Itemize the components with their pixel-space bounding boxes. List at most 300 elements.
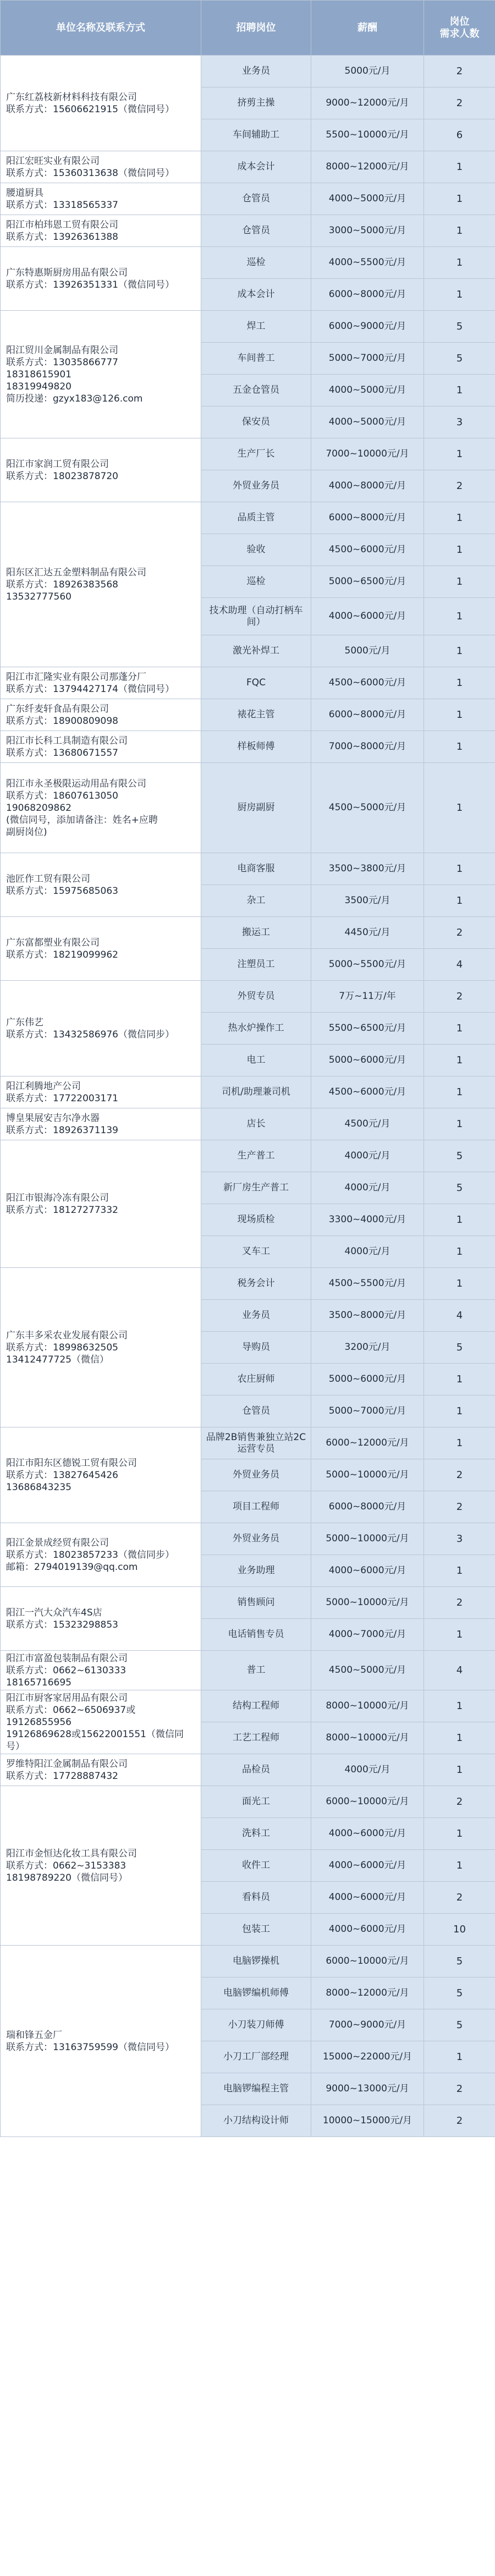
count-cell: 1 — [424, 885, 495, 917]
company-name: 阳江市厨客家居用品有限公司 — [6, 1692, 128, 1704]
count-cell: 1 — [424, 1850, 495, 1882]
count-cell: 2 — [424, 981, 495, 1013]
position-cell: 看料员 — [201, 1882, 311, 1914]
job-row — [1, 1427, 495, 1459]
job-row — [1, 1108, 495, 1140]
salary-cell: 3200元/月 — [311, 1332, 424, 1364]
company-name: 阳江市富盈包装制品有限公司 — [6, 1652, 128, 1664]
company-cell — [1, 1754, 201, 1786]
company-contact: 联系方式：13926351331（微信同号） — [6, 279, 174, 290]
job-row — [1, 247, 495, 279]
company-cell — [1, 1690, 201, 1754]
job-row — [1, 56, 495, 87]
company-name: 广东丰多采农业发展有限公司 — [6, 1330, 128, 1341]
company-name: 阳江市柏玮恩工贸有限公司 — [6, 219, 118, 230]
count-cell: 1 — [424, 1268, 495, 1300]
company-contact: 联系方式：13163759599（微信同号） — [6, 2041, 174, 2053]
salary-cell: 8000~10000元/月 — [311, 1690, 424, 1722]
count-cell: 2 — [424, 1459, 495, 1491]
salary-cell: 4500元/月 — [311, 1108, 424, 1140]
company-cell — [1, 1523, 201, 1587]
salary-cell: 5000~7000元/月 — [311, 1396, 424, 1427]
count-cell: 1 — [424, 1364, 495, 1396]
job-row — [1, 183, 495, 215]
position-cell: 裱花主管 — [201, 699, 311, 731]
position-cell: 仓管员 — [201, 215, 311, 247]
company-cell — [1, 1076, 201, 1108]
company-cell — [1, 1268, 201, 1427]
salary-cell: 4000~6000元/月 — [311, 598, 424, 635]
position-cell: 品质主管 — [201, 502, 311, 534]
company-name: 广东红荔枝新材料科技有限公司 — [6, 91, 137, 103]
job-row — [1, 1523, 495, 1555]
salary-cell: 4500~6000元/月 — [311, 667, 424, 699]
salary-cell: 6000~8000元/月 — [311, 1491, 424, 1523]
company-contact: 联系方式：18900809098 — [6, 715, 118, 727]
salary-cell: 4500~6000元/月 — [311, 534, 424, 566]
company-cell — [1, 731, 201, 763]
company-name: 阳江市阳东区德锐工贸有限公司 — [6, 1457, 137, 1469]
company-name: 阳江贸川金属制品有限公司 — [6, 344, 118, 356]
company-contact: 联系方式：18023857233（微信同步） — [6, 1549, 174, 1561]
count-cell: 1 — [424, 1396, 495, 1427]
salary-cell: 5000~7000元/月 — [311, 343, 424, 375]
header-salary: 薪酬 — [311, 1, 424, 56]
position-cell: 厨房副厨 — [201, 763, 311, 853]
position-cell: 搬运工 — [201, 917, 311, 949]
position-cell: 五金仓管员 — [201, 375, 311, 407]
position-cell: 电商客服 — [201, 853, 311, 885]
salary-cell: 3500~3800元/月 — [311, 853, 424, 885]
company-contact: 联系方式：17722003171 — [6, 1092, 118, 1104]
position-cell: 外贸业务员 — [201, 470, 311, 502]
company-name: 池匠作工贸有限公司 — [6, 873, 90, 885]
count-cell: 1 — [424, 1045, 495, 1076]
count-cell: 5 — [424, 1140, 495, 1172]
job-row — [1, 731, 495, 763]
company-contact: 13412477725（微信） — [6, 1354, 109, 1365]
position-cell: 业务员 — [201, 56, 311, 87]
company-cell — [1, 853, 201, 917]
company-cell — [1, 1786, 201, 1946]
position-cell: 叉车工 — [201, 1236, 311, 1268]
count-cell: 2 — [424, 2105, 495, 2137]
company-contact: 联系方式：13926361388 — [6, 231, 118, 243]
salary-cell: 4000~6000元/月 — [311, 1850, 424, 1882]
company-contact: 联系方式：15360313638（微信同号） — [6, 167, 174, 179]
count-cell: 2 — [424, 1786, 495, 1818]
position-cell: 仓管员 — [201, 183, 311, 215]
position-cell: 巡检 — [201, 566, 311, 598]
company-cell — [1, 247, 201, 311]
company-contact: 18319949820 — [6, 381, 72, 392]
count-cell: 1 — [424, 1818, 495, 1850]
position-cell: 小刀工厂部经理 — [201, 2041, 311, 2073]
salary-cell: 6000~8000元/月 — [311, 279, 424, 311]
count-cell: 1 — [424, 667, 495, 699]
company-contact: 联系方式：0662~6130333 — [6, 1665, 127, 1676]
count-cell: 1 — [424, 598, 495, 635]
salary-cell: 6000~9000元/月 — [311, 311, 424, 343]
count-cell: 5 — [424, 2009, 495, 2041]
position-cell: 工艺工程师 — [201, 1722, 311, 1754]
position-cell: 小刀结构设计师 — [201, 2105, 311, 2137]
position-cell: 巡检 — [201, 247, 311, 279]
position-cell: 收件工 — [201, 1850, 311, 1882]
company-contact: 联系方式：18998632505 — [6, 1342, 118, 1353]
count-cell: 1 — [424, 151, 495, 183]
salary-cell: 5500~10000元/月 — [311, 119, 424, 151]
job-row — [1, 981, 495, 1013]
job-row — [1, 1268, 495, 1300]
company-contact: 联系方式：18219099962 — [6, 949, 118, 960]
company-contact: 联系方式：15323298853 — [6, 1619, 118, 1630]
company-contact: 18318615901 — [6, 369, 72, 380]
count-cell: 4 — [424, 1651, 495, 1690]
company-cell — [1, 667, 201, 699]
company-contact: 联系方式：0662~3153383 — [6, 1860, 127, 1871]
position-cell: 成本会计 — [201, 279, 311, 311]
position-cell: 外贸业务员 — [201, 1459, 311, 1491]
company-name: 阳江市永圣极限运动用品有限公司 — [6, 778, 146, 789]
company-contact: 联系方式：15975685063 — [6, 885, 118, 897]
job-row — [1, 502, 495, 534]
job-row — [1, 1076, 495, 1108]
salary-cell: 5000~10000元/月 — [311, 1523, 424, 1555]
company-name: 阳江市金恒达化妆工具有限公司 — [6, 1848, 137, 1859]
company-cell — [1, 438, 201, 502]
count-cell: 1 — [424, 1690, 495, 1722]
position-cell: 导购员 — [201, 1332, 311, 1364]
position-cell: 小刀装刀师傅 — [201, 2009, 311, 2041]
salary-cell: 5000~10000元/月 — [311, 1587, 424, 1619]
position-cell: 普工 — [201, 1651, 311, 1690]
company-name: 阳江宏旺实业有限公司 — [6, 155, 100, 167]
salary-cell: 4450元/月 — [311, 917, 424, 949]
salary-cell: 5000~6500元/月 — [311, 566, 424, 598]
count-cell: 1 — [424, 183, 495, 215]
job-row — [1, 151, 495, 183]
salary-cell: 4500~5000元/月 — [311, 763, 424, 853]
salary-cell: 9000~13000元/月 — [311, 2073, 424, 2105]
count-cell: 3 — [424, 1523, 495, 1555]
position-cell: 激光补焊工 — [201, 635, 311, 667]
job-row — [1, 1754, 495, 1786]
salary-cell: 5000~6000元/月 — [311, 1045, 424, 1076]
job-row — [1, 1651, 495, 1690]
count-cell: 1 — [424, 1108, 495, 1140]
count-cell: 1 — [424, 566, 495, 598]
salary-cell: 7000~9000元/月 — [311, 2009, 424, 2041]
salary-cell: 4500~5000元/月 — [311, 1651, 424, 1690]
count-cell: 1 — [424, 502, 495, 534]
salary-cell: 6000~8000元/月 — [311, 699, 424, 731]
company-cell — [1, 1587, 201, 1651]
position-cell: 现场质检 — [201, 1204, 311, 1236]
salary-cell: 4000元/月 — [311, 1754, 424, 1786]
company-name: 瑞和锋五金厂 — [6, 2029, 62, 2041]
salary-cell: 4000~8000元/月 — [311, 470, 424, 502]
count-cell: 1 — [424, 1236, 495, 1268]
count-cell: 1 — [424, 1555, 495, 1587]
position-cell: 热水炉操作工 — [201, 1013, 311, 1045]
salary-cell: 8000~12000元/月 — [311, 1978, 424, 2009]
position-cell: 电脑锣编机师傅 — [201, 1978, 311, 2009]
count-cell: 2 — [424, 917, 495, 949]
salary-cell: 8000~10000元/月 — [311, 1722, 424, 1754]
company-name: 阳东区汇达五金塑料制品有限公司 — [6, 567, 146, 578]
company-name: 阳江市长科工具制造有限公司 — [6, 735, 128, 746]
position-cell: 包装工 — [201, 1914, 311, 1946]
salary-cell: 6000~10000元/月 — [311, 1946, 424, 1978]
salary-cell: 4000~6000元/月 — [311, 1882, 424, 1914]
position-cell: 电工 — [201, 1045, 311, 1076]
salary-cell: 4000~5500元/月 — [311, 247, 424, 279]
count-cell: 1 — [424, 438, 495, 470]
salary-cell: 3000~5000元/月 — [311, 215, 424, 247]
company-contact: 联系方式：17728887432 — [6, 1770, 118, 1782]
salary-cell: 5000~10000元/月 — [311, 1459, 424, 1491]
count-cell: 1 — [424, 247, 495, 279]
count-cell: 1 — [424, 1619, 495, 1651]
job-row — [1, 1690, 495, 1722]
count-cell: 2 — [424, 56, 495, 87]
salary-cell: 4000~6000元/月 — [311, 1555, 424, 1587]
position-cell: 结构工程师 — [201, 1690, 311, 1722]
company-name: 博皇果展安吉尔净水器 — [6, 1112, 100, 1124]
position-cell: 生产厂长 — [201, 438, 311, 470]
salary-cell: 4000元/月 — [311, 1172, 424, 1204]
company-contact: 联系方式：18926371139 — [6, 1124, 118, 1136]
count-cell: 1 — [424, 1013, 495, 1045]
header-position: 招聘岗位 — [201, 1, 311, 56]
company-contact: 19068209862 — [6, 802, 72, 814]
count-cell: 1 — [424, 763, 495, 853]
salary-cell: 10000~15000元/月 — [311, 2105, 424, 2137]
count-cell: 1 — [424, 731, 495, 763]
salary-cell: 9000~12000元/月 — [311, 87, 424, 119]
position-cell: 生产普工 — [201, 1140, 311, 1172]
salary-cell: 7000~10000元/月 — [311, 438, 424, 470]
position-cell: 电脑锣操机 — [201, 1946, 311, 1978]
company-cell — [1, 1140, 201, 1268]
count-cell: 10 — [424, 1914, 495, 1946]
position-cell: 成本会计 — [201, 151, 311, 183]
position-cell: 司机/助理兼司机 — [201, 1076, 311, 1108]
company-name: 罗维特阳江金属制品有限公司 — [6, 1758, 128, 1770]
count-cell: 5 — [424, 311, 495, 343]
salary-cell: 15000~22000元/月 — [311, 2041, 424, 2073]
salary-cell: 5000元/月 — [311, 635, 424, 667]
salary-cell: 3500元/月 — [311, 885, 424, 917]
position-cell: 外贸业务员 — [201, 1523, 311, 1555]
salary-cell: 4000~5000元/月 — [311, 375, 424, 407]
count-cell: 1 — [424, 534, 495, 566]
salary-cell: 7000~8000元/月 — [311, 731, 424, 763]
salary-cell: 4000~5000元/月 — [311, 407, 424, 438]
company-contact: 联系方式：18127277332 — [6, 1204, 118, 1216]
position-cell: FQC — [201, 667, 311, 699]
job-row — [1, 699, 495, 731]
count-cell: 4 — [424, 1300, 495, 1332]
salary-cell: 3300~4000元/月 — [311, 1204, 424, 1236]
position-cell: 品检员 — [201, 1754, 311, 1786]
header-count: 岗位 需求人数 — [424, 1, 495, 56]
job-table-body — [1, 56, 495, 2137]
count-cell: 5 — [424, 1332, 495, 1364]
position-cell: 挤剪主操 — [201, 87, 311, 119]
count-cell: 1 — [424, 375, 495, 407]
count-cell: 1 — [424, 2041, 495, 2073]
count-cell: 2 — [424, 1587, 495, 1619]
job-row — [1, 763, 495, 853]
company-cell — [1, 1427, 201, 1523]
company-contact: 联系方式：13432586976（微信同步） — [6, 1029, 174, 1040]
position-cell: 焊工 — [201, 311, 311, 343]
company-contact: 邮箱：2794019139@qq.com — [6, 1561, 138, 1573]
salary-cell: 4000元/月 — [311, 1140, 424, 1172]
position-cell: 技术助理（自动打柄车间） — [201, 598, 311, 635]
company-name: 广东纤麦轩食品有限公司 — [6, 703, 109, 715]
position-cell: 仓管员 — [201, 1396, 311, 1427]
count-cell: 2 — [424, 470, 495, 502]
salary-cell: 6000~8000元/月 — [311, 502, 424, 534]
count-cell: 5 — [424, 1978, 495, 2009]
company-contact: 13686843235 — [6, 1481, 72, 1493]
company-contact: 联系方式：18607613050 — [6, 790, 118, 801]
count-cell: 3 — [424, 407, 495, 438]
count-cell: 1 — [424, 699, 495, 731]
company-contact: 13532777560 — [6, 591, 72, 602]
salary-cell: 3500~8000元/月 — [311, 1300, 424, 1332]
company-contact: 19126869628或15622001551（微信同号） — [6, 1728, 184, 1752]
company-cell — [1, 215, 201, 247]
position-cell: 新厂房生产普工 — [201, 1172, 311, 1204]
salary-cell: 5500~6500元/月 — [311, 1013, 424, 1045]
position-cell: 注塑员工 — [201, 949, 311, 981]
position-cell: 销售顾问 — [201, 1587, 311, 1619]
position-cell: 面光工 — [201, 1786, 311, 1818]
company-contact: (微信同号，添加请备注：姓名+应聘 — [6, 814, 158, 826]
company-contact: 19126855956 — [6, 1716, 72, 1728]
count-cell: 1 — [424, 853, 495, 885]
job-row — [1, 1140, 495, 1172]
count-cell: 2 — [424, 1491, 495, 1523]
position-cell: 样板师傅 — [201, 731, 311, 763]
company-name: 腰道厨具 — [6, 187, 43, 199]
company-cell — [1, 311, 201, 438]
position-cell: 洗料工 — [201, 1818, 311, 1850]
company-name: 广东特惠斯厨房用品有限公司 — [6, 267, 128, 278]
company-name: 阳江市银海冷冻有限公司 — [6, 1192, 109, 1204]
company-contact: 联系方式：18926383568 — [6, 579, 118, 590]
header-company: 单位名称及联系方式 — [1, 1, 201, 56]
job-row — [1, 853, 495, 885]
position-cell: 农庄厨师 — [201, 1364, 311, 1396]
company-cell — [1, 981, 201, 1076]
company-name: 阳江市家润工贸有限公司 — [6, 458, 109, 470]
company-cell — [1, 151, 201, 183]
company-contact: 简历投递：gzyx183@126.com — [6, 393, 143, 404]
company-contact: 联系方式：13318565337 — [6, 199, 118, 211]
count-cell: 2 — [424, 1882, 495, 1914]
count-cell: 4 — [424, 949, 495, 981]
salary-cell: 4000元/月 — [311, 1236, 424, 1268]
company-name: 广东伟艺 — [6, 1017, 43, 1028]
count-cell: 1 — [424, 635, 495, 667]
company-cell — [1, 502, 201, 667]
position-cell: 店长 — [201, 1108, 311, 1140]
company-contact: 联系方式：0662~6506937或 — [6, 1704, 136, 1716]
company-contact: 副厨岗位) — [6, 826, 47, 838]
count-cell: 5 — [424, 1946, 495, 1978]
company-name: 阳江利腾地产公司 — [6, 1080, 81, 1092]
job-row — [1, 215, 495, 247]
salary-cell: 4500~5500元/月 — [311, 1268, 424, 1300]
count-cell: 1 — [424, 215, 495, 247]
company-cell — [1, 183, 201, 215]
position-cell: 保安员 — [201, 407, 311, 438]
job-row — [1, 917, 495, 949]
company-cell — [1, 1651, 201, 1690]
position-cell: 业务员 — [201, 1300, 311, 1332]
salary-cell: 5000元/月 — [311, 56, 424, 87]
position-cell: 杂工 — [201, 885, 311, 917]
job-row — [1, 667, 495, 699]
count-cell: 1 — [424, 1204, 495, 1236]
company-contact: 联系方式：13827645426 — [6, 1469, 118, 1481]
salary-cell: 4000~7000元/月 — [311, 1619, 424, 1651]
header-row — [1, 1, 495, 56]
salary-cell: 4000~6000元/月 — [311, 1914, 424, 1946]
company-cell — [1, 763, 201, 853]
company-contact: 18198789220（微信同号） — [6, 1872, 128, 1883]
position-cell: 外贸专员 — [201, 981, 311, 1013]
position-cell: 税务会计 — [201, 1268, 311, 1300]
company-contact: 联系方式：15606621915（微信同号） — [6, 103, 174, 115]
count-cell: 5 — [424, 1172, 495, 1204]
position-cell: 品牌2B销售兼独立站2C运营专员 — [201, 1427, 311, 1459]
count-cell: 2 — [424, 87, 495, 119]
job-row — [1, 1946, 495, 1978]
position-cell: 车间辅助工 — [201, 119, 311, 151]
count-cell: 1 — [424, 1722, 495, 1754]
position-cell: 车间普工 — [201, 343, 311, 375]
company-name: 广东富都塑业有限公司 — [6, 937, 100, 948]
company-contact: 18165716695 — [6, 1677, 72, 1688]
company-contact: 联系方式：13035866777 — [6, 356, 118, 368]
salary-cell: 5000~6000元/月 — [311, 1364, 424, 1396]
position-cell: 电脑锣编程主管 — [201, 2073, 311, 2105]
job-row — [1, 311, 495, 343]
company-cell — [1, 56, 201, 151]
salary-cell: 4000~5000元/月 — [311, 183, 424, 215]
company-contact: 联系方式：13794427174（微信同号） — [6, 683, 174, 695]
job-row — [1, 1786, 495, 1818]
salary-cell: 6000~10000元/月 — [311, 1786, 424, 1818]
count-cell: 5 — [424, 343, 495, 375]
count-cell: 1 — [424, 279, 495, 311]
count-cell: 2 — [424, 2073, 495, 2105]
company-contact: 联系方式：18023878720 — [6, 470, 118, 482]
company-name: 阳江一汽大众汽车4S店 — [6, 1607, 102, 1618]
count-cell: 6 — [424, 119, 495, 151]
company-cell — [1, 1946, 201, 2137]
count-cell: 1 — [424, 1427, 495, 1459]
job-row — [1, 438, 495, 470]
salary-cell: 4500~6000元/月 — [311, 1076, 424, 1108]
count-cell: 1 — [424, 1076, 495, 1108]
